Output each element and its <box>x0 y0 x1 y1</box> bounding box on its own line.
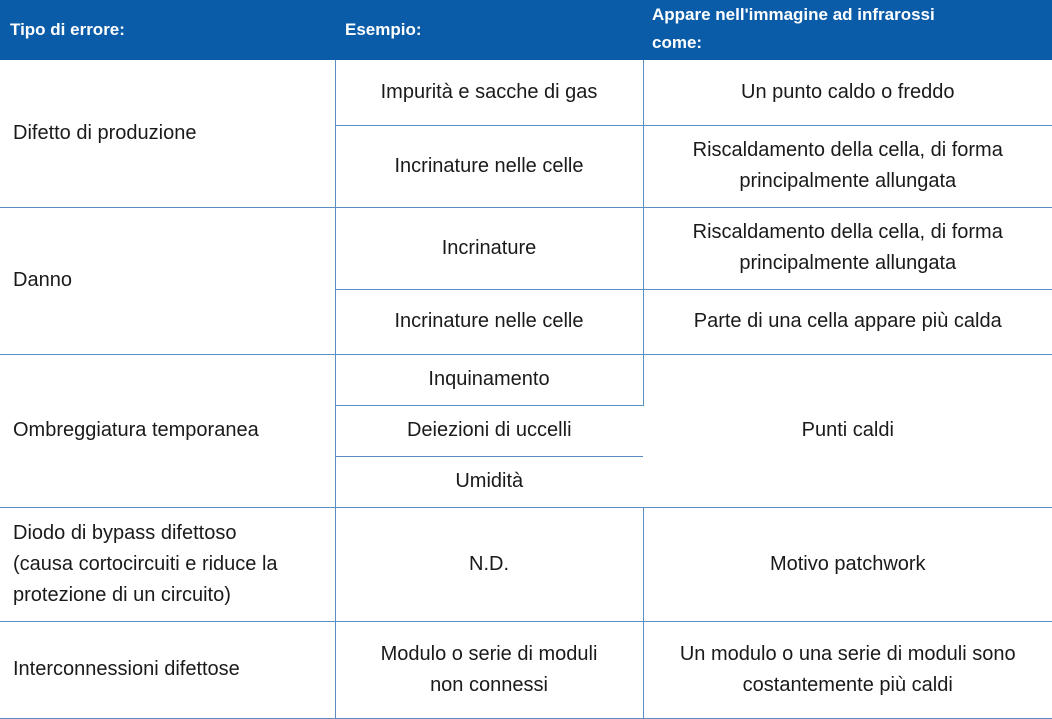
header-infrared-line-1: Appare nell'immagine ad infrarossi <box>652 5 935 24</box>
header-example: Esempio: <box>335 0 643 60</box>
error-type-line: protezione di un circuito) <box>13 583 231 606</box>
example-cell: Incrinature nelle celle <box>335 289 643 354</box>
example-cell: Umidità <box>335 456 643 507</box>
appearance-line: costantemente più caldi <box>742 673 953 696</box>
error-type-line: Diodo di bypass difettoso <box>13 521 237 544</box>
appearance-cell <box>643 125 1052 207</box>
example-cell: Impurità e sacche di gas <box>335 60 643 125</box>
table-header <box>0 0 1052 60</box>
appearance-cell: Un punto caldo o freddo <box>643 60 1052 125</box>
appearance-line: principalmente allungata <box>739 170 957 192</box>
appearance-cell: Punti caldi <box>643 354 1052 507</box>
table-body <box>0 60 1052 718</box>
header-infrared-appearance <box>643 0 1052 60</box>
header-infrared-line-2: come: <box>652 33 703 52</box>
appearance-line: Riscaldamento della cella, di forma <box>692 139 1003 161</box>
appearance-line: Un modulo o una serie di moduli sono <box>679 642 1016 665</box>
appearance-cell <box>643 621 1052 718</box>
appearance-cell: Parte di una cella appare più calda <box>643 289 1052 354</box>
error-type-cell <box>0 507 335 621</box>
appearance-cell <box>643 207 1052 289</box>
example-line: non connessi <box>430 673 548 696</box>
example-cell: Inquinamento <box>335 354 643 405</box>
example-line: Modulo o serie di moduli <box>380 642 598 665</box>
error-type-cell: Interconnessioni difettose <box>0 621 335 718</box>
error-type-cell: Danno <box>0 207 335 354</box>
example-cell: Deiezioni di uccelli <box>335 405 643 456</box>
header-row <box>0 0 1052 60</box>
error-type-cell: Ombreggiatura temporanea <box>0 354 335 507</box>
header-error-type: Tipo di errore: <box>0 0 335 60</box>
example-cell <box>335 621 643 718</box>
table-row <box>0 207 1052 289</box>
error-type-line: (causa cortocircuiti e riduce la <box>13 552 278 575</box>
appearance-line: Riscaldamento della cella, di forma <box>692 221 1003 243</box>
appearance-cell: Motivo patchwork <box>643 507 1052 621</box>
error-type-cell: Difetto di produzione <box>0 60 335 207</box>
example-cell: N.D. <box>335 507 643 621</box>
table-row <box>0 507 1052 621</box>
appearance-line: principalmente allungata <box>739 252 957 274</box>
example-cell: Incrinature nelle celle <box>335 125 643 207</box>
table-row <box>0 621 1052 718</box>
example-cell: Incrinature <box>335 207 643 289</box>
table-row <box>0 60 1052 125</box>
table-row <box>0 354 1052 405</box>
